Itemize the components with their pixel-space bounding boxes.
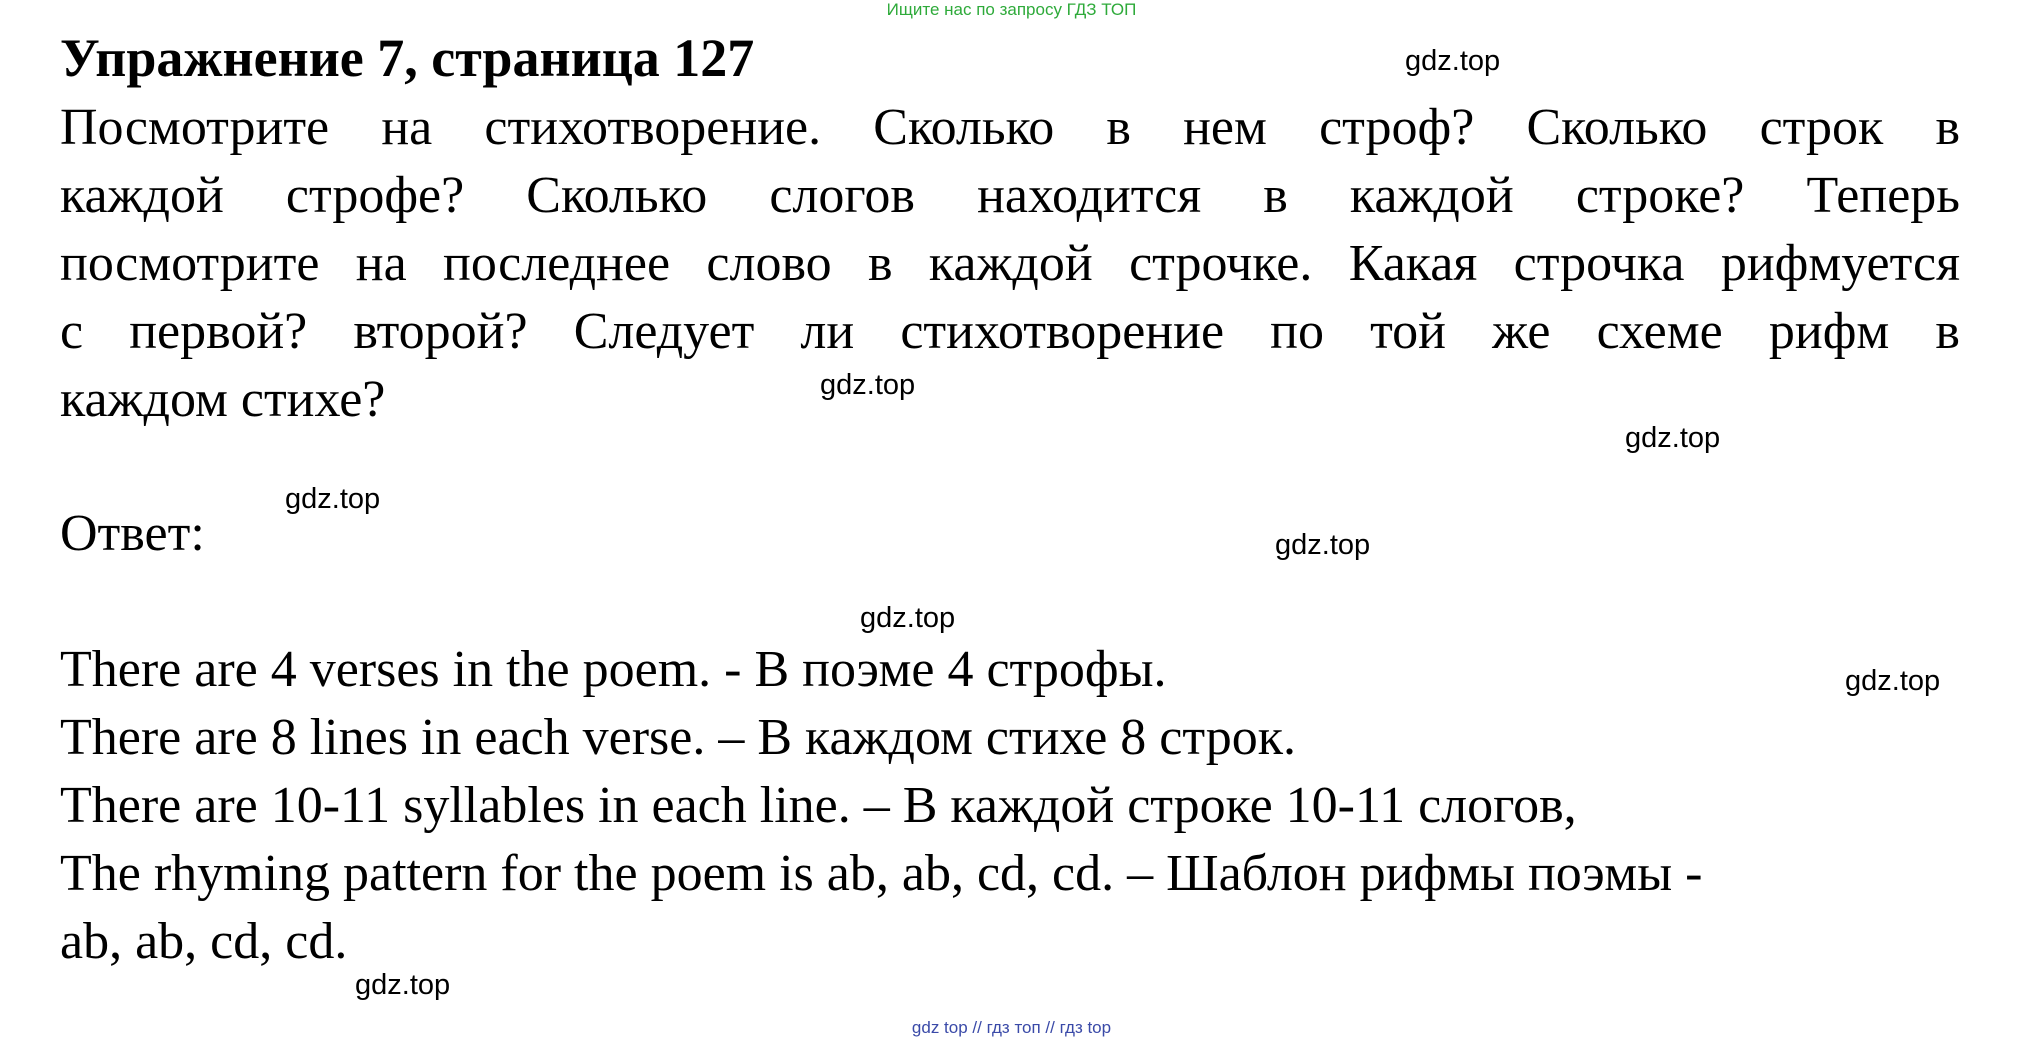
answer-line: There are 8 lines in each verse. – В каждом стихе 8 строк. — [60, 709, 1296, 766]
watermark: gdz.top — [355, 969, 451, 1001]
question-text — [60, 94, 1960, 434]
question-line: с первой? второй? Следует ли стихотворение по той же схеме рифм в — [60, 303, 1960, 360]
question-line: Посмотрите на стихотворение. Сколько в нем строф? Сколько строк в — [60, 99, 1960, 156]
watermark: gdz.top — [1625, 422, 1721, 454]
watermark: gdz.top — [1845, 665, 1941, 697]
answer-text — [60, 636, 1960, 976]
question-line: каждой строфе? Сколько слогов находится в каждой строке? Теперь — [60, 167, 1960, 224]
page-title: Упражнение 7, страница 127 — [60, 28, 755, 88]
question-line: каждом стихе? — [60, 371, 386, 428]
question-line: посмотрите на последнее слово в каждой строчке. Какая строчка рифмуется — [60, 235, 1960, 292]
watermark: gdz.top — [860, 602, 956, 634]
answer-line: There are 10-11 syllables in each line. – В каждой строке 10-11 слогов, — [60, 777, 1577, 834]
watermark: gdz.top — [1275, 529, 1371, 561]
footer: gdz top // гдз топ // гдз top — [911, 1018, 1112, 1037]
answer-line: The rhyming pattern for the poem is ab, ab, cd, cd. – Шаблон рифмы поэмы - — [60, 845, 1703, 902]
top-banner: Ищите нас по запросу ГДЗ ТОП — [886, 0, 1137, 19]
watermark: gdz.top — [820, 369, 916, 401]
answer-label: Ответ: — [60, 505, 205, 562]
watermark: gdz.top — [1405, 45, 1501, 77]
answer-line: ab, ab, cd, cd. — [60, 913, 348, 970]
answer-line: There are 4 verses in the poem. - В поэме 4 строфы. — [60, 641, 1167, 698]
watermark: gdz.top — [285, 483, 381, 515]
